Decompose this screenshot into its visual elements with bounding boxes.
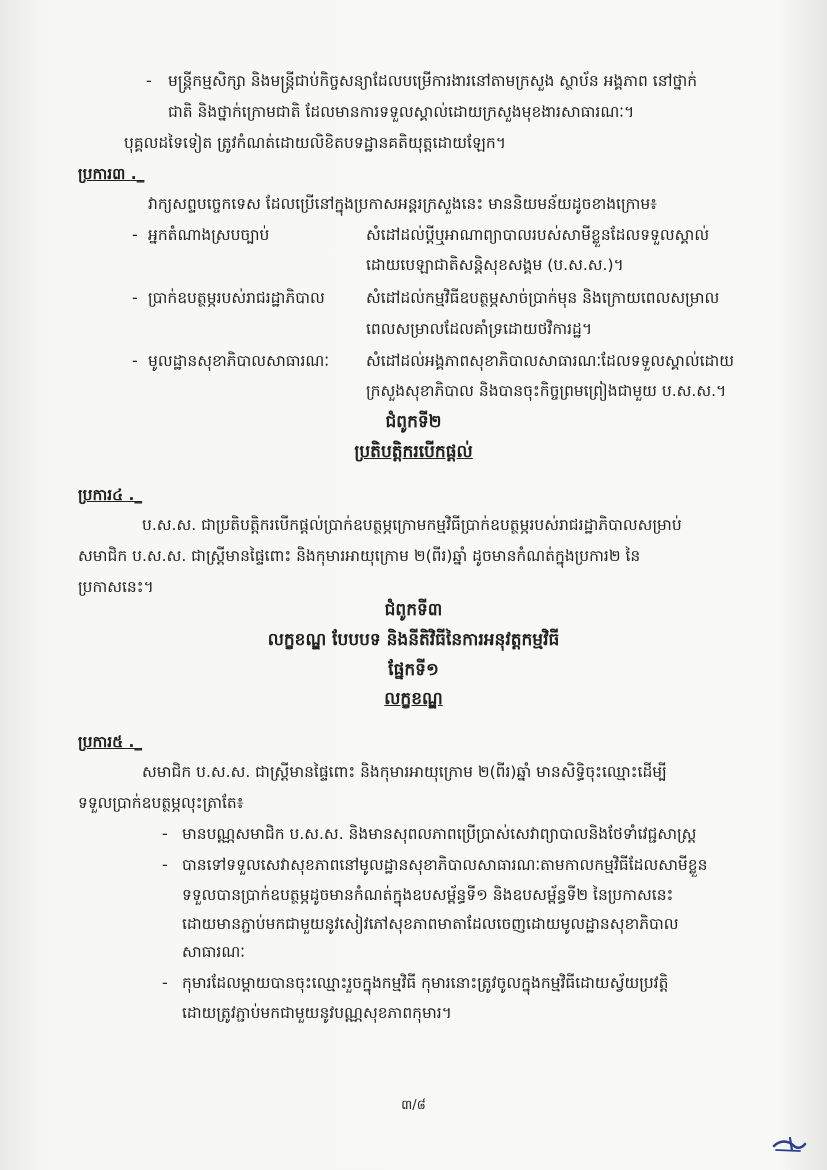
article-heading: ប្រការ៥ ._	[78, 733, 143, 751]
term-definition: សំដៅដល់ប្តីឬអាណាព្យាបាលរបស់សាមីខ្លួនដែលទទួលស្គាល់	[366, 226, 710, 244]
term-label: អ្នកតំណាងស្របច្បាប់	[148, 226, 270, 244]
list-item-line: ដោយមានភ្ជាប់មកជាមួយនូវសៀវភៅសុខភាពមាតាដែលចេញដោយមូលដ្ឋានសុខាភិបាល	[182, 915, 679, 933]
term-definition: ពេលសម្រាលដែលគាំទ្រដោយថវិការដ្ឋ។	[366, 320, 593, 338]
term-label: ប្រាក់ឧបត្ថម្ភរបស់រាជរដ្ឋាភិបាល	[148, 289, 325, 307]
bullet-dash: -	[132, 351, 138, 370]
term-definition: ដោយបេឡាជាតិសន្តិសុខសង្គម (ប.ស.ស.)។	[366, 256, 624, 274]
paragraph-line: ប្រកាសនេះ។	[78, 578, 154, 596]
list-item-line: ដោយត្រូវភ្ជាប់មកជាមួយនូវបណ្ណសុខភាពកុមារ។	[182, 1004, 452, 1022]
term-label: មូលដ្ឋានសុខាភិបាលសាធារណៈ	[148, 352, 330, 370]
list-item-line: សាធារណៈ	[182, 943, 246, 961]
term-definition: ក្រសួងសុខាភិបាល និងបានចុះកិច្ចព្រមព្រៀងជាមួយ ប.ស.ស.។	[366, 382, 727, 400]
bullet-dash: -	[132, 288, 138, 307]
paragraph-line: ប.ស.ស. ជាប្រតិបត្តិករបើកផ្តល់ប្រាក់ឧបត្ថម្ភក្រោមកម្មវិធីប្រាក់ឧបត្ថម្ភរបស់រាជរដ្ឋាភិបាលសម្រាប់	[142, 516, 682, 534]
list-item-line: មន្ត្រីកម្មសិក្សា និងមន្ត្រីជាប់កិច្ចសន្យាដែលបម្រើការងារនៅតាមក្រសួង ស្ថាប័ន អង្គភាព នៅថ្នាក់	[168, 72, 698, 90]
bullet-dash: -	[162, 824, 168, 843]
paragraph-line: ទទួលប្រាក់ឧបត្ថម្ភលុះត្រាតែ៖	[78, 794, 244, 812]
page-number: ៣/៨	[401, 1098, 426, 1113]
part-title: លក្ខខណ្ឌ	[384, 689, 443, 709]
bullet-dash: -	[162, 855, 168, 874]
list-item-line: បានទៅទទួលសេវាសុខភាពនៅមូលដ្ឋានសុខាភិបាលសាធារណៈតាមកាលកម្មវិធីដែលសាមីខ្លួន	[182, 856, 708, 874]
list-item-line: ជាតិ និងថ្នាក់ក្រោមជាតិ ដែលមានការទទួលស្គាល់ដោយក្រសួងមុខងារសាធារណៈ។	[168, 103, 635, 121]
initial-mark-icon	[770, 1132, 808, 1156]
term-definition: សំដៅដល់កម្មវិធីឧបត្ថម្ភសាច់ប្រាក់មុន និងក្រោយពេលសម្រាល	[366, 289, 720, 307]
chapter-number: ជំពូកទី៣	[384, 600, 443, 620]
list-item-line: មានបណ្ណសមាជិក ប.ស.ស. និងមានសុពលភាពប្រើប្រាស់សេវាព្យាបាលនិងថែទាំវេជ្ជសាស្ត្រ	[182, 825, 697, 843]
article-heading: ប្រការ៣ ._	[78, 165, 145, 183]
list-item-line: កុមារដែលម្ដាយបានចុះឈ្មោះរួចក្នុងកម្មវិធី កុមារនោះត្រូវចូលក្នុងកម្មវិធីដោយស្វ័យប្រវត្តិ	[182, 974, 669, 992]
term-definition: សំដៅដល់អង្គភាពសុខាភិបាលសាធារណៈដែលទទួលស្គាល់ដោយ	[366, 352, 735, 370]
paragraph-line: សមាជិក ប.ស.ស. ជាស្ត្រីមានផ្ទៃពោះ និងកុមារអាយុក្រោម ២(ពីរ)ឆ្នាំ មានសិទ្ធិចុះឈ្មោះដើម្បី	[142, 763, 667, 781]
bullet-dash: -	[162, 973, 168, 992]
list-item-line: ទទួលបានប្រាក់ឧបត្ថម្ភដូចមានកំណត់ក្នុងឧបសម្ព័ន្ធទី១ និងឧបសម្ព័ន្ធទី២ នៃប្រកាសនេះ	[182, 886, 674, 904]
chapter-title: ប្រតិបត្តិករបើកផ្តល់	[354, 442, 473, 462]
article-heading: ប្រការ៤ ._	[78, 486, 143, 504]
chapter-title: លក្ខខណ្ឌ បែបបទ និងនីតិវិធីនៃការអនុវត្តកម្មវិធី	[267, 630, 560, 650]
bullet-dash: -	[146, 71, 152, 90]
chapter-number: ជំពូកទី២	[385, 412, 442, 432]
bullet-dash: -	[132, 225, 138, 244]
paragraph-line: សមាជិក ប.ស.ស. ជាស្ត្រីមានផ្ទៃពោះ និងកុមារអាយុក្រោម ២(ពីរ)ឆ្នាំ ដូចមានកំណត់ក្នុងប្រការ២ នៃ	[78, 547, 641, 565]
paragraph-line: បុគ្គលដទៃទៀត ត្រូវកំណត់ដោយលិខិតបទដ្ឋានគតិយុត្តដោយឡែក។	[124, 134, 506, 152]
part-number: ផ្នែកទី១	[388, 660, 439, 680]
paragraph-line: វាក្យសព្ទបច្ចេកទេស ដែលប្រើនៅក្នុងប្រកាសអន្តរក្រសួងនេះ មាននិយមន័យដូចខាងក្រោម៖	[148, 195, 657, 213]
